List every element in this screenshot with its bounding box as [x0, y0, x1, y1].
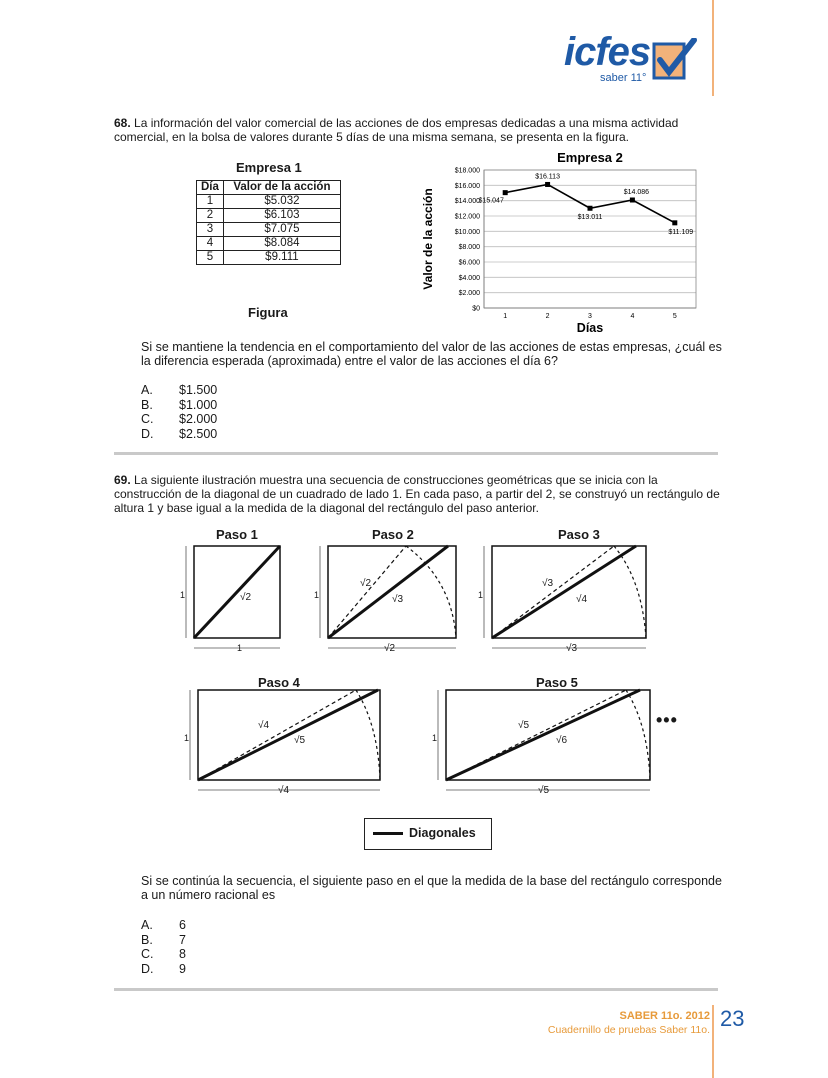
data-label: $11.109	[668, 228, 694, 236]
data-point	[588, 206, 593, 211]
y-tick-label: $8.000	[458, 244, 480, 252]
option-text: $1.000	[179, 397, 218, 412]
step4-base-label: √4	[278, 785, 290, 796]
step3-figure	[484, 546, 646, 648]
checkmark-icon	[652, 38, 698, 82]
q68-number: 68.	[114, 116, 131, 130]
data-point	[503, 190, 508, 195]
table-cell: $5.032	[223, 195, 340, 209]
q68-text: La información del valor comercial de las acciones de dos empresas dedicadas a una misma actividad comercial, en la bolsa de valores durante 5 días de una misma semana, se presenta en la figura.	[114, 116, 679, 144]
step5-height-label: 1	[432, 733, 438, 743]
step2-diag-label: √3	[392, 594, 404, 605]
step4-figure	[190, 690, 380, 790]
legend-line-swatch	[373, 832, 403, 835]
logo-word: icfes	[564, 30, 651, 74]
option-text: 7	[179, 932, 186, 947]
step1-figure	[186, 546, 280, 648]
option-text: 8	[179, 947, 186, 961]
step2-title: Paso 2	[372, 527, 414, 542]
chart-title: Empresa 2	[557, 150, 623, 165]
col-header-dia: Día	[197, 181, 224, 195]
icfes-logo	[560, 30, 710, 90]
option-letter: D.	[141, 961, 154, 976]
y-tick-label: $4.000	[458, 274, 480, 282]
option-d[interactable]	[141, 427, 217, 442]
step4-prev-label: √4	[258, 720, 270, 731]
table-cell: $7.075	[223, 223, 340, 237]
step2-height-label: 1	[314, 590, 320, 600]
divider	[114, 452, 718, 455]
y-tick-label: $14.000	[454, 198, 480, 206]
step5-figure	[438, 690, 650, 790]
data-point	[672, 220, 677, 225]
table-cell: $6.103	[223, 209, 340, 223]
option-text: 9	[179, 961, 186, 976]
step1-base-label: 1	[237, 643, 243, 653]
step4-height-label: 1	[184, 733, 190, 743]
q69-statement	[114, 473, 724, 515]
col-header-valor: Valor de la acción	[223, 181, 340, 195]
step1-height-label: 1	[180, 590, 186, 600]
data-label: $14.086	[623, 189, 650, 197]
option-c[interactable]	[141, 947, 186, 962]
footer-title: SABER 11o. 2012	[619, 1010, 710, 1022]
option-a[interactable]	[141, 918, 186, 933]
step1-diag-label: √2	[240, 592, 252, 603]
table-header-row	[197, 181, 341, 195]
q69-text: La siguiente ilustración muestra una secuencia de construcciones geométricas que se inicia con la construcción de la diagonal de un cuadrado de lado 1. En cada paso, a partir del 2, se construyó un rectángulo de altura 1 y base igual a la medida de la diagonal del rectángulo del paso anterior.	[114, 473, 720, 515]
q69-question: Si se continúa la secuencia, el siguiente paso en el que la medida de la base del rectángulo corresponde a un número racional es	[141, 874, 722, 902]
option-letter: C.	[141, 947, 154, 961]
step3-height-label: 1	[478, 590, 484, 600]
option-letter: B.	[141, 932, 153, 947]
option-letter: A.	[141, 383, 153, 397]
table-row	[197, 195, 341, 209]
empresa2-line-chart	[418, 148, 706, 334]
y-tick-label: $0	[472, 305, 480, 313]
x-axis-label: Días	[576, 321, 604, 334]
data-label: $15.047	[478, 197, 504, 205]
q68-question: Si se mantiene la tendencia en el comportamiento del valor de las acciones de estas empresas, ¿cuál es la diferencia esperada (aproximada) entre el valor de las acciones el día 6?	[141, 340, 722, 368]
option-letter: B.	[141, 397, 153, 412]
table-cell: 4	[197, 237, 224, 251]
step3-base-label: √3	[566, 643, 578, 654]
y-tick-label: $16.000	[454, 182, 480, 190]
option-text: $1.500	[179, 383, 218, 397]
option-text: $2.000	[179, 412, 218, 426]
step1-title: Paso 1	[216, 527, 258, 542]
page-number: 23	[720, 1006, 745, 1031]
figure-label: Figura	[248, 305, 288, 320]
step4-title: Paso 4	[258, 675, 300, 690]
step2-prev-label: √2	[360, 578, 372, 589]
footer-subtitle: Cuadernillo de pruebas Saber 11o.	[547, 1024, 710, 1036]
x-tick-label: 4	[630, 313, 635, 320]
page-margin-line-bottom	[712, 1005, 714, 1078]
table-row	[197, 209, 341, 223]
x-tick-label: 5	[672, 313, 677, 320]
ellipsis-icon: •••	[656, 710, 678, 730]
option-d[interactable]	[141, 962, 186, 977]
y-tick-label: $12.000	[454, 213, 480, 221]
option-text: 6	[179, 918, 186, 932]
table-cell: 1	[197, 195, 224, 209]
x-tick-label: 2	[545, 313, 550, 320]
step5-base-label: √5	[538, 785, 550, 796]
q68-options	[141, 383, 217, 441]
table-row	[197, 237, 341, 251]
table-row	[197, 223, 341, 237]
geometric-sequence-figure	[170, 540, 710, 810]
legend-box	[364, 818, 492, 850]
logo-sub: saber 11°	[600, 72, 647, 84]
data-label: $16.113	[535, 173, 560, 181]
option-text: $2.500	[179, 426, 218, 441]
legend-label: Diagonales	[409, 826, 476, 840]
option-a[interactable]	[141, 383, 217, 398]
y-tick-label: $2.000	[458, 290, 480, 298]
x-tick-label: 1	[503, 313, 508, 320]
table-cell: $9.111	[223, 251, 340, 265]
step2-figure	[320, 546, 456, 648]
step2-base-label: √2	[384, 643, 396, 654]
page-margin-line	[712, 0, 714, 96]
step3-prev-label: √3	[542, 578, 554, 589]
step3-title: Paso 3	[558, 527, 600, 542]
step3-diag-label: √4	[576, 594, 588, 605]
option-letter: C.	[141, 412, 154, 426]
y-axis-label: Valor de la acción	[421, 188, 435, 290]
data-point	[630, 198, 635, 203]
divider	[114, 988, 718, 991]
data-point	[545, 182, 550, 187]
table-cell: 2	[197, 209, 224, 223]
data-label: $13.011	[577, 214, 603, 222]
option-letter: D.	[141, 426, 154, 441]
table-cell: 3	[197, 223, 224, 237]
q68-statement	[114, 116, 724, 144]
y-tick-label: $10.000	[454, 228, 480, 236]
table-cell: $8.084	[223, 237, 340, 251]
step5-title: Paso 5	[536, 675, 578, 690]
x-tick-label: 3	[588, 313, 592, 320]
step4-diag-label: √5	[294, 735, 306, 746]
option-b[interactable]	[141, 933, 186, 948]
step5-diag-label: √6	[556, 735, 568, 746]
y-tick-label: $18.000	[454, 167, 480, 175]
option-letter: A.	[141, 918, 153, 932]
table-row	[197, 251, 341, 265]
q69-number: 69.	[114, 473, 131, 487]
option-b[interactable]	[141, 398, 217, 413]
step5-prev-label: √5	[518, 720, 530, 731]
empresa1-table	[196, 180, 341, 265]
option-c[interactable]	[141, 412, 217, 427]
table-cell: 5	[197, 251, 224, 265]
q69-options	[141, 918, 186, 976]
table-title: Empresa 1	[236, 160, 302, 175]
y-tick-label: $6.000	[458, 259, 480, 267]
